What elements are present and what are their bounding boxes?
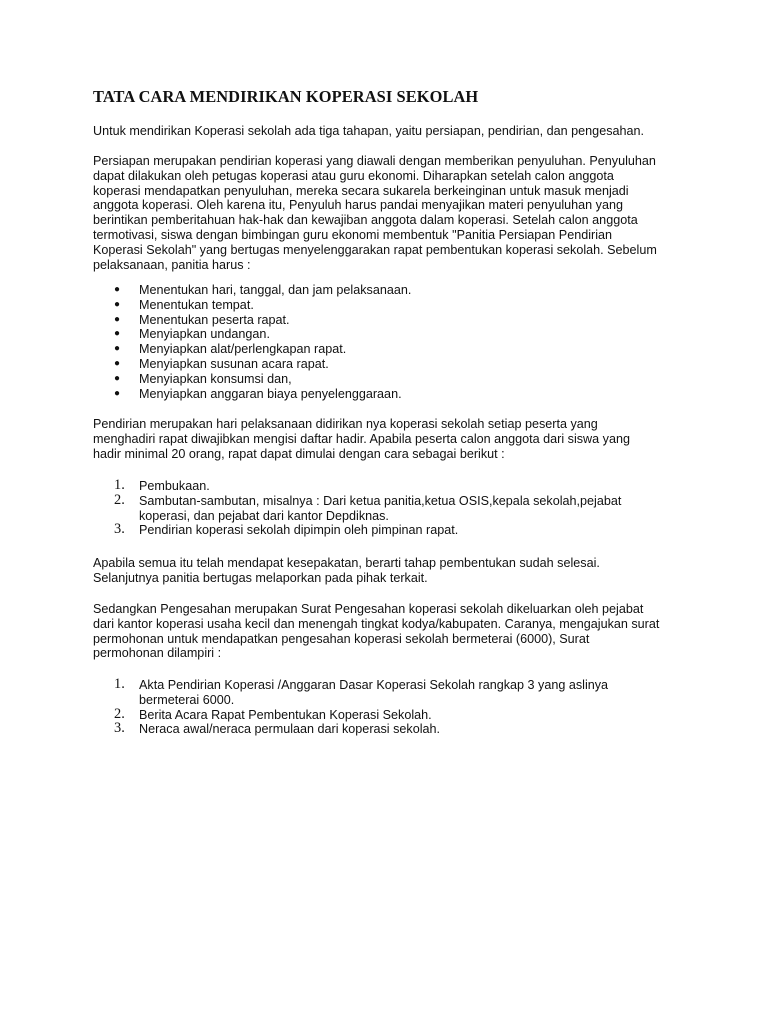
list-item — [93, 283, 411, 298]
pengesahan-line: Sedangkan Pengesahan merupakan Surat Pengesahan koperasi sekolah dikeluarkan oleh pejabat — [93, 602, 644, 616]
persiapan-paragraph — [93, 154, 657, 272]
bullet-icon: ● — [114, 372, 121, 384]
persiapan-line: koperasi mendapatkan penyuluhan, mereka secara sukarela berkeinginan untuk masuk menjadi — [93, 183, 629, 198]
bullet-icon: ● — [114, 328, 121, 340]
list-item-text: koperasi, dan pejabat dari kantor Depdiknas. — [139, 508, 389, 523]
list-item — [93, 678, 608, 708]
persiapan-line: berintikan pemberitahuan hak-hak dan kewajiban anggota dalam koperasi. Setelah calon anggota — [93, 213, 638, 228]
list-item — [93, 523, 621, 538]
list-item-text: Sambutan-sambutan, misalnya : Dari ketua panitia,ketua OSIS,kepala sekolah,pejabat — [139, 493, 622, 508]
lampiran-list — [93, 678, 608, 737]
list-number: 1. — [114, 676, 125, 692]
list-item — [93, 313, 411, 328]
bullet-icon: ● — [114, 343, 121, 355]
list-item-text: Pembukaan. — [139, 479, 210, 493]
pendirian-line: menghadiri rapat diwajibkan mengisi daftar hadir. Apabila peserta calon anggota dari siswa yang — [93, 431, 630, 446]
bullet-icon: ● — [114, 313, 121, 325]
list-item — [93, 298, 411, 313]
document-title: TATA CARA MENDIRIKAN KOPERASI SEKOLAH — [93, 87, 479, 106]
list-item-text: Menentukan hari, tanggal, dan jam pelaksanaan. — [139, 283, 412, 297]
bullet-icon: ● — [114, 357, 121, 369]
list-item-text: Menyiapkan konsumsi dan, — [139, 371, 292, 386]
list-item-text: Neraca awal/neraca permulaan dari koperasi sekolah. — [139, 722, 441, 737]
list-item-text: Akta Pendirian Koperasi /Anggaran Dasar Koperasi Sekolah rangkap 3 yang aslinya — [139, 678, 609, 692]
pengesahan-line: dari kantor koperasi usaha kecil dan menengah tingkat kodya/kabupaten. Caranya, mengajukan surat — [93, 616, 660, 631]
kesepakatan-paragraph — [93, 556, 649, 586]
intro-text: Untuk mendirikan Koperasi sekolah ada tiga tahapan, yaitu persiapan, pendirian, dan pengesahan. — [93, 124, 645, 138]
bullet-icon: ● — [114, 298, 121, 310]
list-item — [93, 479, 621, 494]
kesepakatan-line: Selanjutnya panitia bertugas melaporkan pada pihak terkait. — [93, 570, 428, 585]
persiapan-line: dapat dilakukan oleh petugas koperasi atau guru ekonomi. Diharapkan setelah calon anggota — [93, 168, 614, 183]
list-item — [93, 722, 608, 737]
list-item-text: Menyiapkan alat/perlengkapan rapat. — [139, 342, 347, 357]
list-number: 2. — [114, 705, 125, 722]
list-item — [93, 327, 411, 342]
list-item — [93, 491, 622, 524]
list-number: 2. — [114, 491, 125, 508]
rapat-steps-list — [93, 479, 621, 538]
list-item-text: Berita Acara Rapat Pembentukan Koperasi Sekolah. — [139, 707, 432, 722]
bullet-icon: ● — [114, 387, 121, 399]
persiapan-line: pelaksanaan, panitia harus : — [93, 257, 251, 272]
pendirian-line: Pendirian merupakan hari pelaksanaan didirikan nya koperasi sekolah setiap peserta yang — [93, 417, 598, 431]
list-item-text: Menentukan peserta rapat. — [139, 312, 290, 327]
persiapan-line: Persiapan merupakan pendirian koperasi yang diawali dengan memberikan penyuluhan. Penyuluhan — [93, 154, 656, 168]
list-item-text: Menyiapkan anggaran biaya penyelenggaraan. — [139, 386, 402, 401]
list-item-text: Menyiapkan susunan acara rapat. — [139, 356, 329, 371]
list-item-text: Menentukan tempat. — [139, 297, 254, 312]
pendirian-paragraph — [93, 417, 649, 461]
persiapan-line: termotivasi, siswa dengan bimbingan guru ekonomi membentuk "Panitia Persiapan Pendirian — [93, 227, 613, 242]
intro-paragraph — [93, 124, 649, 139]
persiapan-line: anggota koperasi. Oleh karena itu, Penyuluh harus pandai menyajikan materi penyuluhan yang — [93, 198, 623, 213]
persiapan-line: Koperasi Sekolah" yang bertugas menyelenggarakan rapat pembentukan koperasi sekolah. Sebelum — [93, 242, 657, 257]
list-item — [93, 342, 411, 357]
list-item — [93, 357, 411, 372]
kesepakatan-line: Apabila semua itu telah mendapat kesepakatan, berarti tahap pembentukan sudah selesai. — [93, 556, 600, 570]
list-number: 3. — [114, 521, 125, 538]
pengesahan-line: permohonan dilampiri : — [93, 646, 222, 661]
pengesahan-line: permohonan untuk mendapatkan pengesahan koperasi sekolah bermeterai (6000), Surat — [93, 631, 590, 646]
list-item — [93, 372, 411, 387]
pendirian-line: hadir minimal 20 orang, rapat dapat dimulai dengan cara sebagai berikut : — [93, 446, 505, 461]
list-number: 1. — [114, 477, 125, 493]
list-item — [93, 387, 411, 402]
list-item — [93, 705, 608, 723]
list-number: 3. — [114, 720, 125, 737]
bullet-icon: ● — [114, 284, 121, 295]
list-item-text: bermeterai 6000. — [139, 692, 235, 707]
list-item-text: Pendirian koperasi sekolah dipimpin oleh pimpinan rapat. — [139, 523, 459, 538]
pengesahan-paragraph — [93, 602, 660, 661]
list-item-text: Menyiapkan undangan. — [139, 327, 270, 342]
panitia-task-list — [93, 283, 411, 401]
